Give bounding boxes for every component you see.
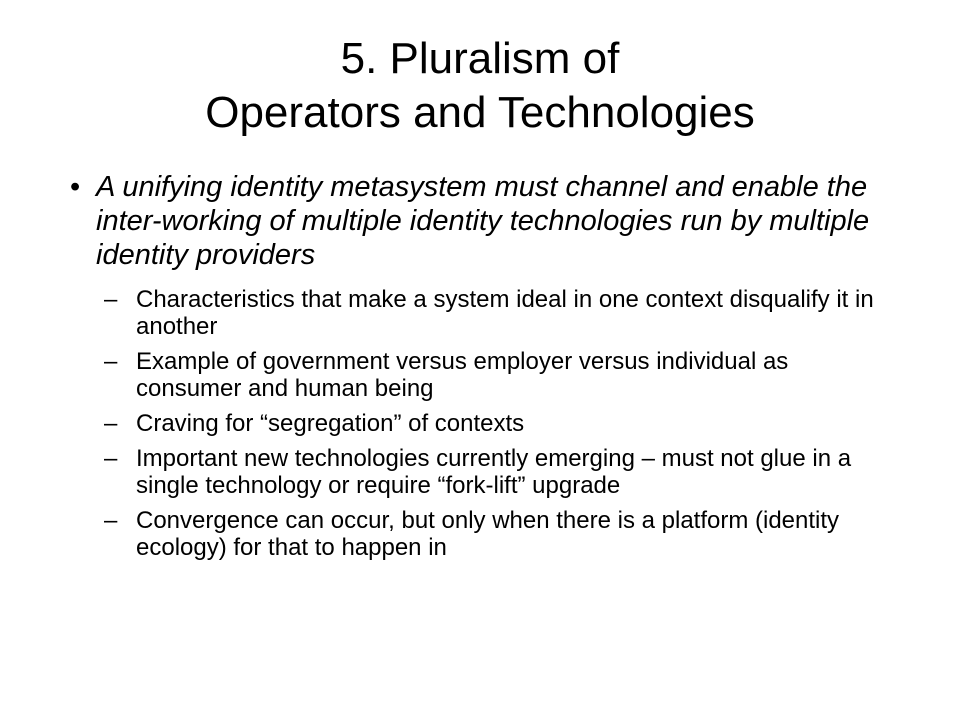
bullet-icon: • (70, 171, 81, 203)
sub-bullet (104, 410, 894, 437)
sub-bullet-text: Characteristics that make a system ideal in one context disqualify it in another (136, 286, 874, 340)
dash-icon: – (104, 348, 118, 375)
title-line-1: 5. Pluralism of (340, 34, 620, 83)
main-bullet (70, 170, 890, 272)
sub-bullet-text: Important new technologies currently emerging – must not glue in a single technology or require “fork-lift” upgrade (136, 445, 852, 499)
sub-bullet-text: Convergence can occur, but only when there is a platform (identity ecology) for that to happen in (136, 507, 840, 561)
dash-icon: – (104, 286, 118, 313)
dash-icon: – (104, 445, 118, 472)
sub-bullet (104, 507, 894, 561)
sub-bullet-text: Example of government versus employer versus individual as consumer and human being (136, 348, 789, 402)
main-bullet-text: A unifying identity metasystem must channel and enable the inter-working of multiple identity technologies run by multiple identity providers (96, 171, 870, 271)
sub-bullet (104, 286, 894, 340)
dash-icon: – (104, 507, 118, 534)
sub-bullet (104, 445, 894, 499)
dash-icon: – (104, 410, 118, 437)
sub-bullet-list (104, 286, 894, 569)
sub-bullet-text: Craving for “segregation” of contexts (136, 410, 525, 437)
slide-title (80, 32, 880, 140)
sub-bullet (104, 348, 894, 402)
title-line-2: Operators and Technologies (205, 88, 755, 137)
